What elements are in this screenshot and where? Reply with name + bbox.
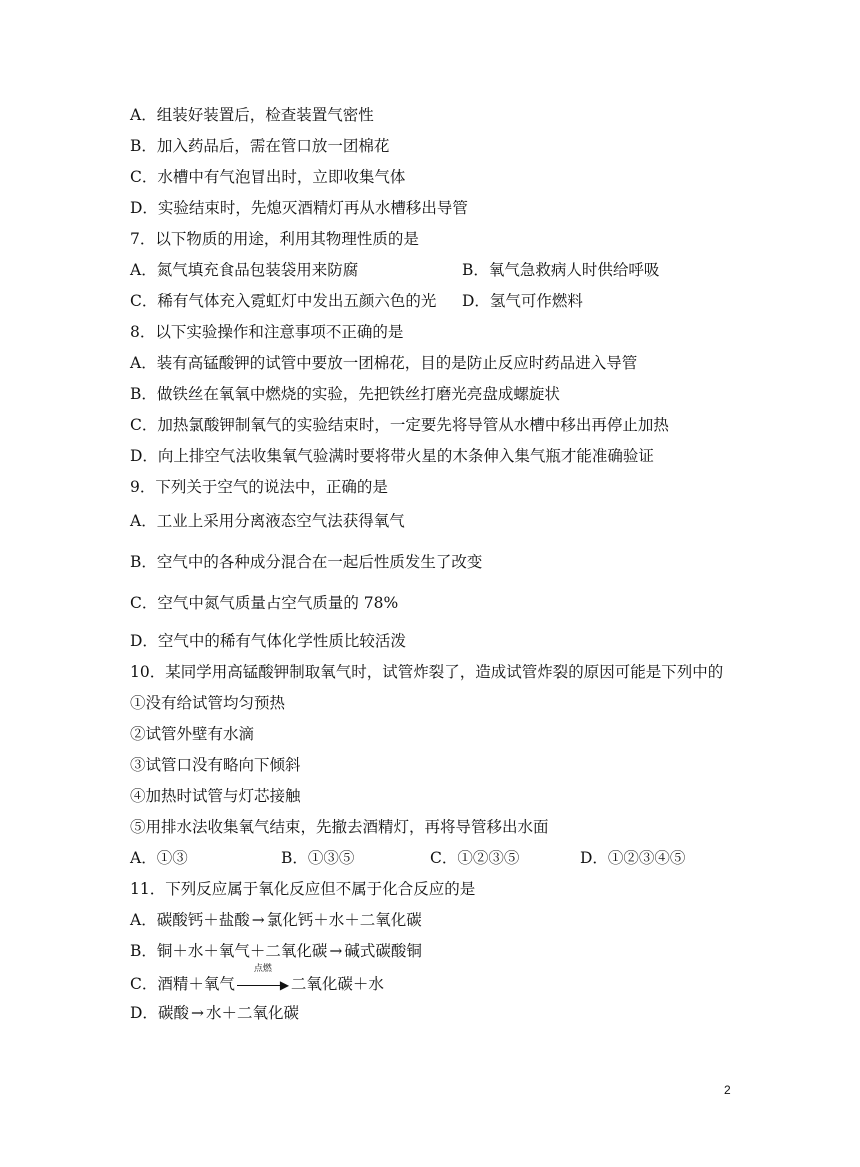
q10-option-b: B．①③⑤ xyxy=(281,849,355,867)
q6-option-a: A．组装好装置后，检查装置气密性 xyxy=(130,106,374,124)
q11-option-b xyxy=(130,941,422,961)
q10-item-4: ④加热时试管与灯芯接触 xyxy=(130,787,301,805)
q10-item-2: ②试管外壁有水滴 xyxy=(130,725,255,743)
reactants: 酒精＋氧气 xyxy=(157,975,235,993)
arrow-icon: → xyxy=(251,911,265,929)
q9-option-a: A．工业上采用分离液态空气法获得氧气 xyxy=(130,512,405,530)
arrow-icon: → xyxy=(329,942,343,960)
q10-option-d: D．①②③④⑤ xyxy=(580,849,686,867)
q11-stem: 11．下列反应属于氧化反应但不属于化合反应的是 xyxy=(130,880,476,898)
q7-stem: 7．以下物质的用途，利用其物理性质的是 xyxy=(130,230,419,248)
q6-option-c: C．水槽中有气泡冒出时，立即收集气体 xyxy=(130,168,406,186)
q9-option-d: D．空气中的稀有气体化学性质比较活泼 xyxy=(130,632,406,650)
q10-item-5: ⑤用排水法收集氧气结束，先撤去酒精灯，再将导管移出水面 xyxy=(130,818,549,836)
page-number: 2 xyxy=(724,1083,731,1097)
arrow-line xyxy=(237,985,283,986)
q8-stem: 8．以下实验操作和注意事项不正确的是 xyxy=(130,323,404,341)
q11-option-a xyxy=(130,910,422,930)
q10-item-3: ③试管口没有略向下倾斜 xyxy=(130,756,301,774)
condition-arrow xyxy=(237,964,290,995)
q8-option-c: C．加热氯酸钾制氧气的实验结束时，一定要先将导管从水槽中移出再停止加热 xyxy=(130,416,669,434)
arrow-head-icon: ▶ xyxy=(279,978,290,992)
arrow-icon: → xyxy=(190,1004,204,1022)
option-letter: D． xyxy=(130,1004,158,1022)
q10-option-c: C．①②③⑤ xyxy=(430,849,520,867)
option-letter: C． xyxy=(130,975,158,993)
q9-option-b: B．空气中的各种成分混合在一起后性质发生了改变 xyxy=(130,553,483,571)
q8-option-a: A．装有高锰酸钾的试管中要放一团棉花，目的是防止反应时药品进入导管 xyxy=(130,354,638,372)
option-letter: B． xyxy=(130,942,157,960)
q7-option-c: C．稀有气体充入霓虹灯中发出五颜六色的光 xyxy=(130,292,437,310)
products: 氯化钙＋水＋二氧化碳 xyxy=(266,911,422,929)
q6-option-b: B．加入药品后，需在管口放一团棉花 xyxy=(130,137,390,155)
products: 二氧化碳＋水 xyxy=(290,975,384,993)
q10-option-a: A．①③ xyxy=(130,849,188,867)
q7-option-b: B．氧气急救病人时供给呼吸 xyxy=(462,261,660,279)
q6-option-d: D．实验结束时，先熄灭酒精灯再从水槽移出导管 xyxy=(130,199,468,217)
q8-option-d: D．向上排空气法收集氧气验满时要将带火星的木条伸入集气瓶才能准确验证 xyxy=(130,447,654,465)
q7-option-d: D．氢气可作燃料 xyxy=(462,292,583,310)
q9-option-c: C．空气中氮气质量占空气质量的 78% xyxy=(130,594,399,612)
q7-option-a: A．氮气填充食品包装袋用来防腐 xyxy=(130,261,359,279)
q10-stem: 10．某同学用高锰酸钾制取氧气时，试管炸裂了，造成试管炸裂的原因可能是下列中的 xyxy=(130,663,724,681)
reactants: 碳酸钙＋盐酸 xyxy=(156,911,250,929)
products: 碱式碳酸铜 xyxy=(344,942,422,960)
condition-label: 点燃 xyxy=(253,964,272,974)
q10-item-1: ①没有给试管均匀预热 xyxy=(130,694,286,712)
q9-stem: 9．下列关于空气的说法中，正确的是 xyxy=(130,478,388,496)
reactants: 碳酸 xyxy=(157,1004,189,1022)
q8-option-b: B．做铁丝在氧氧中燃烧的实验，先把铁丝打磨光亮盘成螺旋状 xyxy=(130,385,560,403)
q11-option-c xyxy=(130,964,384,995)
products: 水＋二氧化碳 xyxy=(205,1004,299,1022)
option-letter: A． xyxy=(130,911,157,929)
q11-option-d xyxy=(130,1003,299,1023)
reactants: 铜＋水＋氧气＋二氧化碳 xyxy=(156,942,328,960)
